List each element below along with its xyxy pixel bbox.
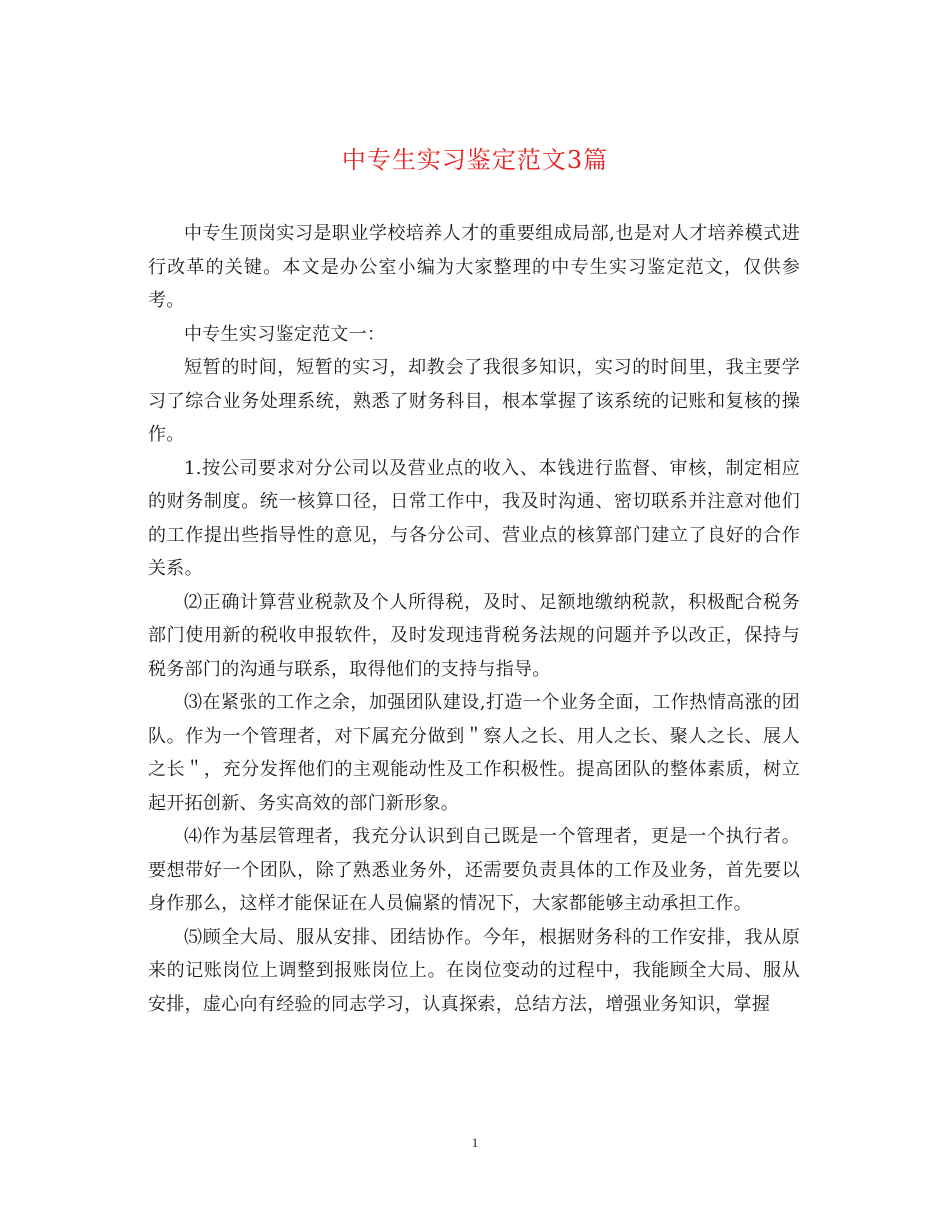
paragraph-intro: 中专生顶岗实习是职业学校培养人才的重要组成局部,也是对人才培养模式进行改革的关键。本文是办公室小编为大家整理的中专生实习鉴定范文，仅供参考。 — [148, 223, 800, 311]
paragraph: ⑸顾全大局、服从安排、团结协作。今年，根据财务科的工作安排，我从原来的记账岗位上调整到报账岗位上。在岗位变动的过程中，我能顾全大局、服从安排，虚心向有经验的同志学习，认真探索，总结方法，增强业务知识，掌握 — [148, 926, 800, 1015]
paragraph: ⑷作为基层管理者，我充分认识到自己既是一个管理者，更是一个执行者。要想带好一个团队，除了熟悉业务外，还需要负责具体的工作及业务，首先要以身作那么，这样才能保证在人员偏紧的情况下，大家都能够主动承担工作。 — [148, 826, 800, 914]
paragraph-section-heading: 中专生实习鉴定范文一： — [184, 323, 386, 345]
paragraph: 1.按公司要求对分公司以及营业点的收入、本钱进行监督、审核，制定相应的财务制度。统一核算口径，日常工作中，我及时沟通、密切联系并注意对他们的工作提出些指导性的意见，与各分公司、营业点的核算部门建立了良好的合作关系。 — [148, 457, 800, 579]
paragraph: ⑵正确计算营业税款及个人所得税，及时、足额地缴纳税款，积极配合税务部门使用新的税收申报软件，及时发现违背税务法规的问题并予以改正，保持与税务部门的沟通与联系，取得他们的支持与指导。 — [148, 591, 800, 680]
document-title: 中专生实习鉴定范文3篇 — [341, 146, 609, 174]
paragraph: ⑶在紧张的工作之余，加强团队建设,打造一个业务全面，工作热情高涨的团队。作为一个管理者，对下属充分做到＂察人之长、用人之长、聚人之长、展人之长＂，充分发挥他们的主观能动性及工作积极性。提高团队的整体素质，树立起开拓创新、务实高效的部门新形象。 — [148, 692, 800, 814]
page-number: 1 — [471, 1135, 479, 1150]
document-body — [148, 217, 800, 1021]
paragraph: 短暂的时间，短暂的实习，却教会了我很多知识，实习的时间里，我主要学习了综合业务处理系统，熟悉了财务科目，根本掌握了该系统的记账和复核的操作。 — [148, 357, 800, 445]
